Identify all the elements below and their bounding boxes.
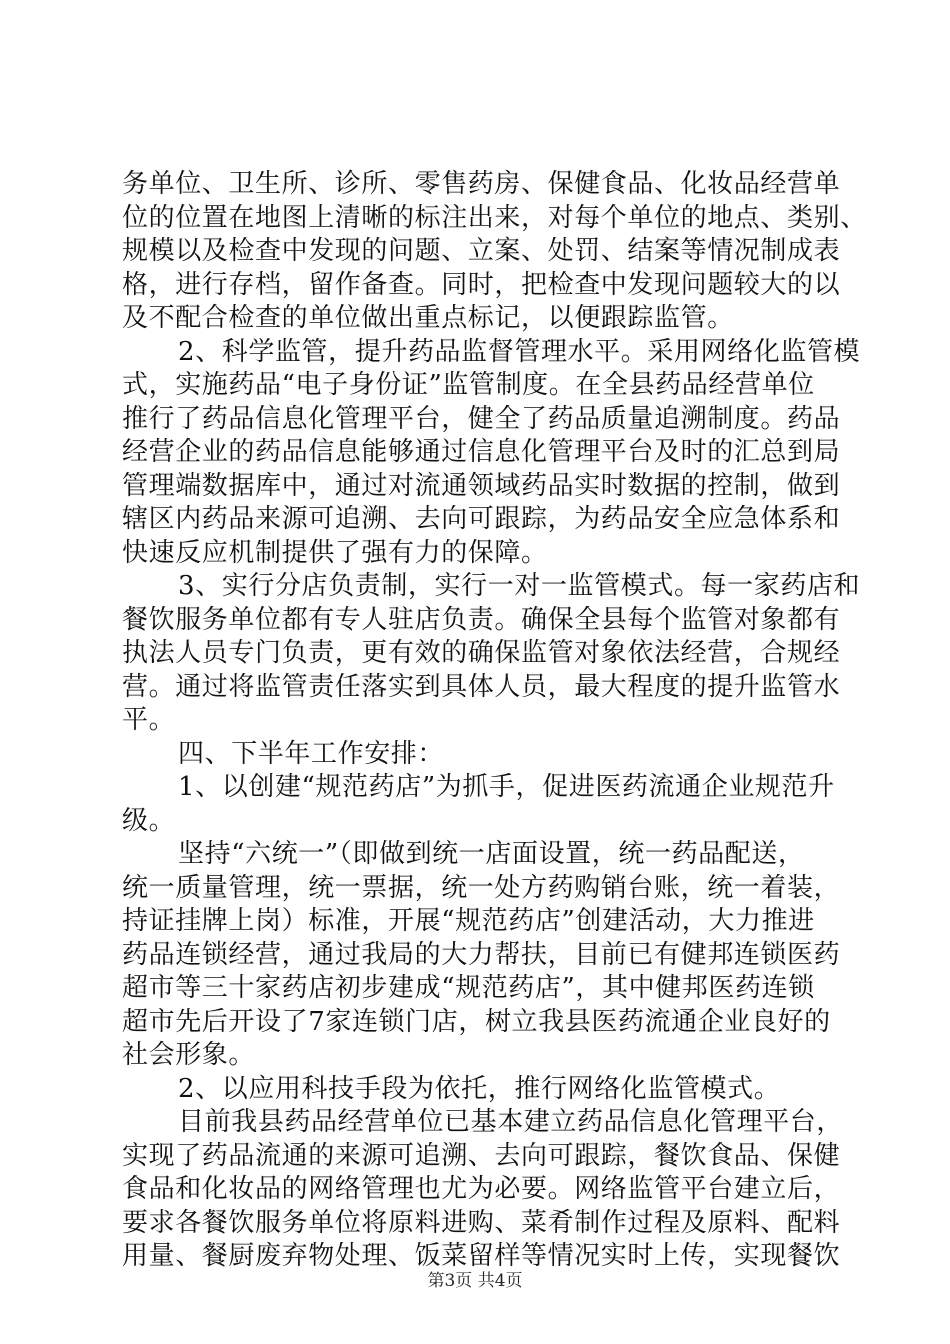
text-line: 快速反应机制提供了强有力的保障。 [122,537,548,568]
text-line: 超市等三十家药店初步建成“规范药店”，其中健邦医药连锁 [122,973,815,1003]
text-line: 执法人员专门负责，更有效的确保监管对象依法经营，合规经 [122,638,841,668]
text-line: 式，实施药品“电子身份证”监管制度。在全县药品经营单位 [122,370,815,400]
text-line: 管理端数据库中，通过对流通领域药品实时数据的控制，做到 [122,470,841,501]
text-line: 用量、餐厨废弃物处理、饭菜留样等情况实时上传，实现餐饮 [122,1241,841,1271]
text-line: 药品连锁经营，通过我局的大力帮扶，目前已有健邦连锁医药 [122,939,841,970]
text-line: 目前我县药品经营单位已基本建立药品信息化管理平台， [178,1107,844,1137]
text-line: 1、以创建“规范药店”为抓手，促进医药流通企业规范升 [178,772,835,802]
text-line: 推行了药品信息化管理平台，健全了药品质量追溯制度。药品 [122,403,841,434]
text-line: 2、科学监管，提升药品监督管理水平。采用网络化监管模 [178,336,861,367]
text-line: 超市先后开设了7家连锁门店，树立我县医药流通企业良好的 [122,1006,831,1037]
text-line: 食品和化妆品的网络管理也尤为必要。网络监管平台建立后， [122,1174,841,1204]
text-line: 统一质量管理，统一票据，统一处方药购销台账，统一着装， [122,872,841,903]
text-line: 2、以应用科技手段为依托，推行网络化监管模式。 [178,1073,781,1104]
text-line: 辖区内药品来源可追溯、去向可跟踪，为药品安全应急体系和 [122,504,841,534]
text-line: 营。通过将监管责任落实到具体人员，最大程度的提升监管水 [122,671,841,702]
text-line: 实现了药品流通的来源可追溯、去向可跟踪，餐饮食品、保健 [122,1140,841,1171]
text-line: 及不配合检查的单位做出重点标记，以便跟踪监管。 [122,303,734,333]
text-line: 规模以及检查中发现的问题、立案、处罚、结案等情况制成表 [122,236,841,266]
text-line: 平。 [122,705,176,735]
page-footer: 第3页 共4页 [427,1271,523,1291]
text-line: 格，进行存档，留作备查。同时，把检查中发现问题较大的以 [122,269,841,300]
text-line: 经营企业的药品信息能够通过信息化管理平台及时的汇总到局 [122,437,841,467]
text-line: 3、实行分店负责制，实行一对一监管模式。每一家药店和 [178,571,861,601]
text-line: 四、下半年工作安排： [178,738,445,769]
text-line: 坚持“六统一”（即做到统一店面设置，统一药品配送， [178,839,805,869]
body-text [122,168,867,1274]
text-line: 要求各餐饮服务单位将原料进购、菜肴制作过程及原料、配料 [122,1207,841,1238]
text-line: 持证挂牌上岗）标准，开展“规范药店”创建活动，大力推进 [122,906,815,936]
text-line: 位的位置在地图上清晰的标注出来，对每个单位的地点、类别、 [122,202,867,233]
text-line: 级。 [122,805,176,836]
text-line: 社会形象。 [122,1040,256,1070]
text-line: 务单位、卫生所、诊所、零售药房、保健食品、化妆品经营单 [122,169,841,199]
text-line: 餐饮服务单位都有专人驻店负责。确保全县每个监管对象都有 [122,604,841,635]
